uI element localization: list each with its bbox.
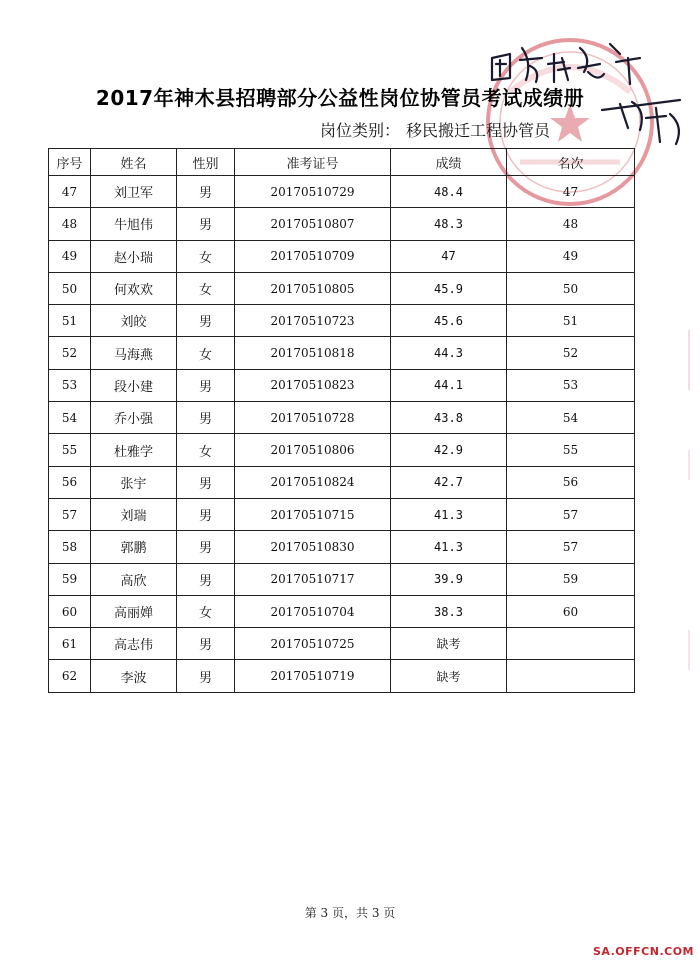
cell-rank: 52 [507,337,635,369]
table-header-row [49,149,635,176]
cell-name: 牛旭伟 [91,208,177,240]
cell-rank: 51 [507,305,635,337]
cell-gender: 女 [177,337,235,369]
cell-gender: 男 [177,498,235,530]
cell-name: 赵小瑞 [91,240,177,272]
cell-gender: 男 [177,176,235,208]
cell-gender: 男 [177,369,235,401]
header-rank: 名次 [507,149,635,176]
category-label: 岗位类别： [320,121,401,140]
cell-serial-no: 51 [49,305,91,337]
cell-serial-no: 52 [49,337,91,369]
cell-ticket-number: 20170510806 [235,434,391,466]
cell-gender: 男 [177,305,235,337]
cell-serial-no: 53 [49,369,91,401]
table-row [49,337,635,369]
cell-serial-no: 48 [49,208,91,240]
cell-name: 张宇 [91,466,177,498]
cell-rank: 54 [507,402,635,434]
cell-gender: 女 [177,272,235,304]
cell-gender: 男 [177,563,235,595]
position-category [320,118,620,141]
cell-serial-no: 61 [49,628,91,660]
cell-ticket-number: 20170510709 [235,240,391,272]
cell-gender: 女 [177,595,235,627]
cell-ticket-number: 20170510824 [235,466,391,498]
cell-score: 41.3 [391,498,507,530]
cell-rank: 56 [507,466,635,498]
cell-name: 高志伟 [91,628,177,660]
cell-serial-no: 58 [49,531,91,563]
cell-name: 何欢欢 [91,272,177,304]
cell-score: 47 [391,240,507,272]
cell-rank [507,660,635,692]
table-row [49,628,635,660]
cell-name: 乔小强 [91,402,177,434]
cell-serial-no: 62 [49,660,91,692]
cell-ticket-number: 20170510729 [235,176,391,208]
cell-name: 高丽婵 [91,595,177,627]
cell-ticket-number: 20170510807 [235,208,391,240]
cell-score: 41.3 [391,531,507,563]
table-row [49,402,635,434]
cell-name: 刘皎 [91,305,177,337]
cell-serial-no: 47 [49,176,91,208]
cell-rank: 49 [507,240,635,272]
cell-score: 45.9 [391,272,507,304]
cell-gender: 男 [177,531,235,563]
cell-name: 高欣 [91,563,177,595]
cell-serial-no: 56 [49,466,91,498]
pagination-footer: 第 3 页，共 3 页 [304,906,396,920]
cell-ticket-number: 20170510805 [235,272,391,304]
cell-serial-no: 60 [49,595,91,627]
cell-rank: 57 [507,498,635,530]
table-row [49,272,635,304]
cell-score: 45.6 [391,305,507,337]
cell-rank: 47 [507,176,635,208]
cell-score: 44.1 [391,369,507,401]
cell-serial-no: 54 [49,402,91,434]
table-row [49,305,635,337]
category-value: 移民搬迁工程协管员 [406,121,551,140]
cell-name: 段小建 [91,369,177,401]
cell-name: 刘卫军 [91,176,177,208]
table-row [49,563,635,595]
header-name: 姓名 [91,149,177,176]
cell-rank: 50 [507,272,635,304]
cell-name: 郭鹏 [91,531,177,563]
cell-score: 48.3 [391,208,507,240]
cell-score: 42.9 [391,434,507,466]
scan-edge-artifact [686,330,692,830]
cell-score: 42.7 [391,466,507,498]
cell-ticket-number: 20170510728 [235,402,391,434]
header-gender: 性别 [177,149,235,176]
header-ticket-number: 准考证号 [235,149,391,176]
table-row [49,531,635,563]
cell-rank: 59 [507,563,635,595]
cell-serial-no: 59 [49,563,91,595]
cell-score: 43.8 [391,402,507,434]
cell-name: 马海燕 [91,337,177,369]
cell-name: 李波 [91,660,177,692]
cell-ticket-number: 20170510725 [235,628,391,660]
cell-rank: 55 [507,434,635,466]
cell-serial-no: 55 [49,434,91,466]
table-row [49,498,635,530]
cell-serial-no: 50 [49,272,91,304]
table-row [49,369,635,401]
cell-gender: 男 [177,660,235,692]
cell-rank: 60 [507,595,635,627]
cell-score: 缺考 [391,660,507,692]
table-row [49,208,635,240]
cell-rank: 57 [507,531,635,563]
cell-gender: 男 [177,466,235,498]
table-row [49,466,635,498]
cell-score: 38.3 [391,595,507,627]
cell-score: 缺考 [391,628,507,660]
table-row [49,595,635,627]
site-watermark: SA.OFFCN.COM [592,945,694,958]
cell-ticket-number: 20170510715 [235,498,391,530]
cell-name: 杜雅学 [91,434,177,466]
cell-gender: 女 [177,434,235,466]
cell-gender: 男 [177,402,235,434]
header-score: 成绩 [391,149,507,176]
cell-ticket-number: 20170510723 [235,305,391,337]
table-row [49,434,635,466]
page-title: 2017年神木县招聘部分公益性岗位协管员考试成绩册 [95,86,585,110]
cell-ticket-number: 20170510823 [235,369,391,401]
cell-name: 刘瑞 [91,498,177,530]
header-serial-no: 序号 [49,149,91,176]
cell-ticket-number: 20170510830 [235,531,391,563]
cell-rank [507,628,635,660]
table-row [49,240,635,272]
cell-gender: 男 [177,628,235,660]
table-row [49,660,635,692]
cell-gender: 女 [177,240,235,272]
cell-score: 44.3 [391,337,507,369]
cell-serial-no: 49 [49,240,91,272]
cell-ticket-number: 20170510818 [235,337,391,369]
cell-score: 39.9 [391,563,507,595]
cell-rank: 53 [507,369,635,401]
cell-ticket-number: 20170510719 [235,660,391,692]
table-row [49,176,635,208]
cell-rank: 48 [507,208,635,240]
cell-ticket-number: 20170510717 [235,563,391,595]
cell-serial-no: 57 [49,498,91,530]
cell-score: 48.4 [391,176,507,208]
cell-ticket-number: 20170510704 [235,595,391,627]
score-table [48,148,635,693]
cell-gender: 男 [177,208,235,240]
